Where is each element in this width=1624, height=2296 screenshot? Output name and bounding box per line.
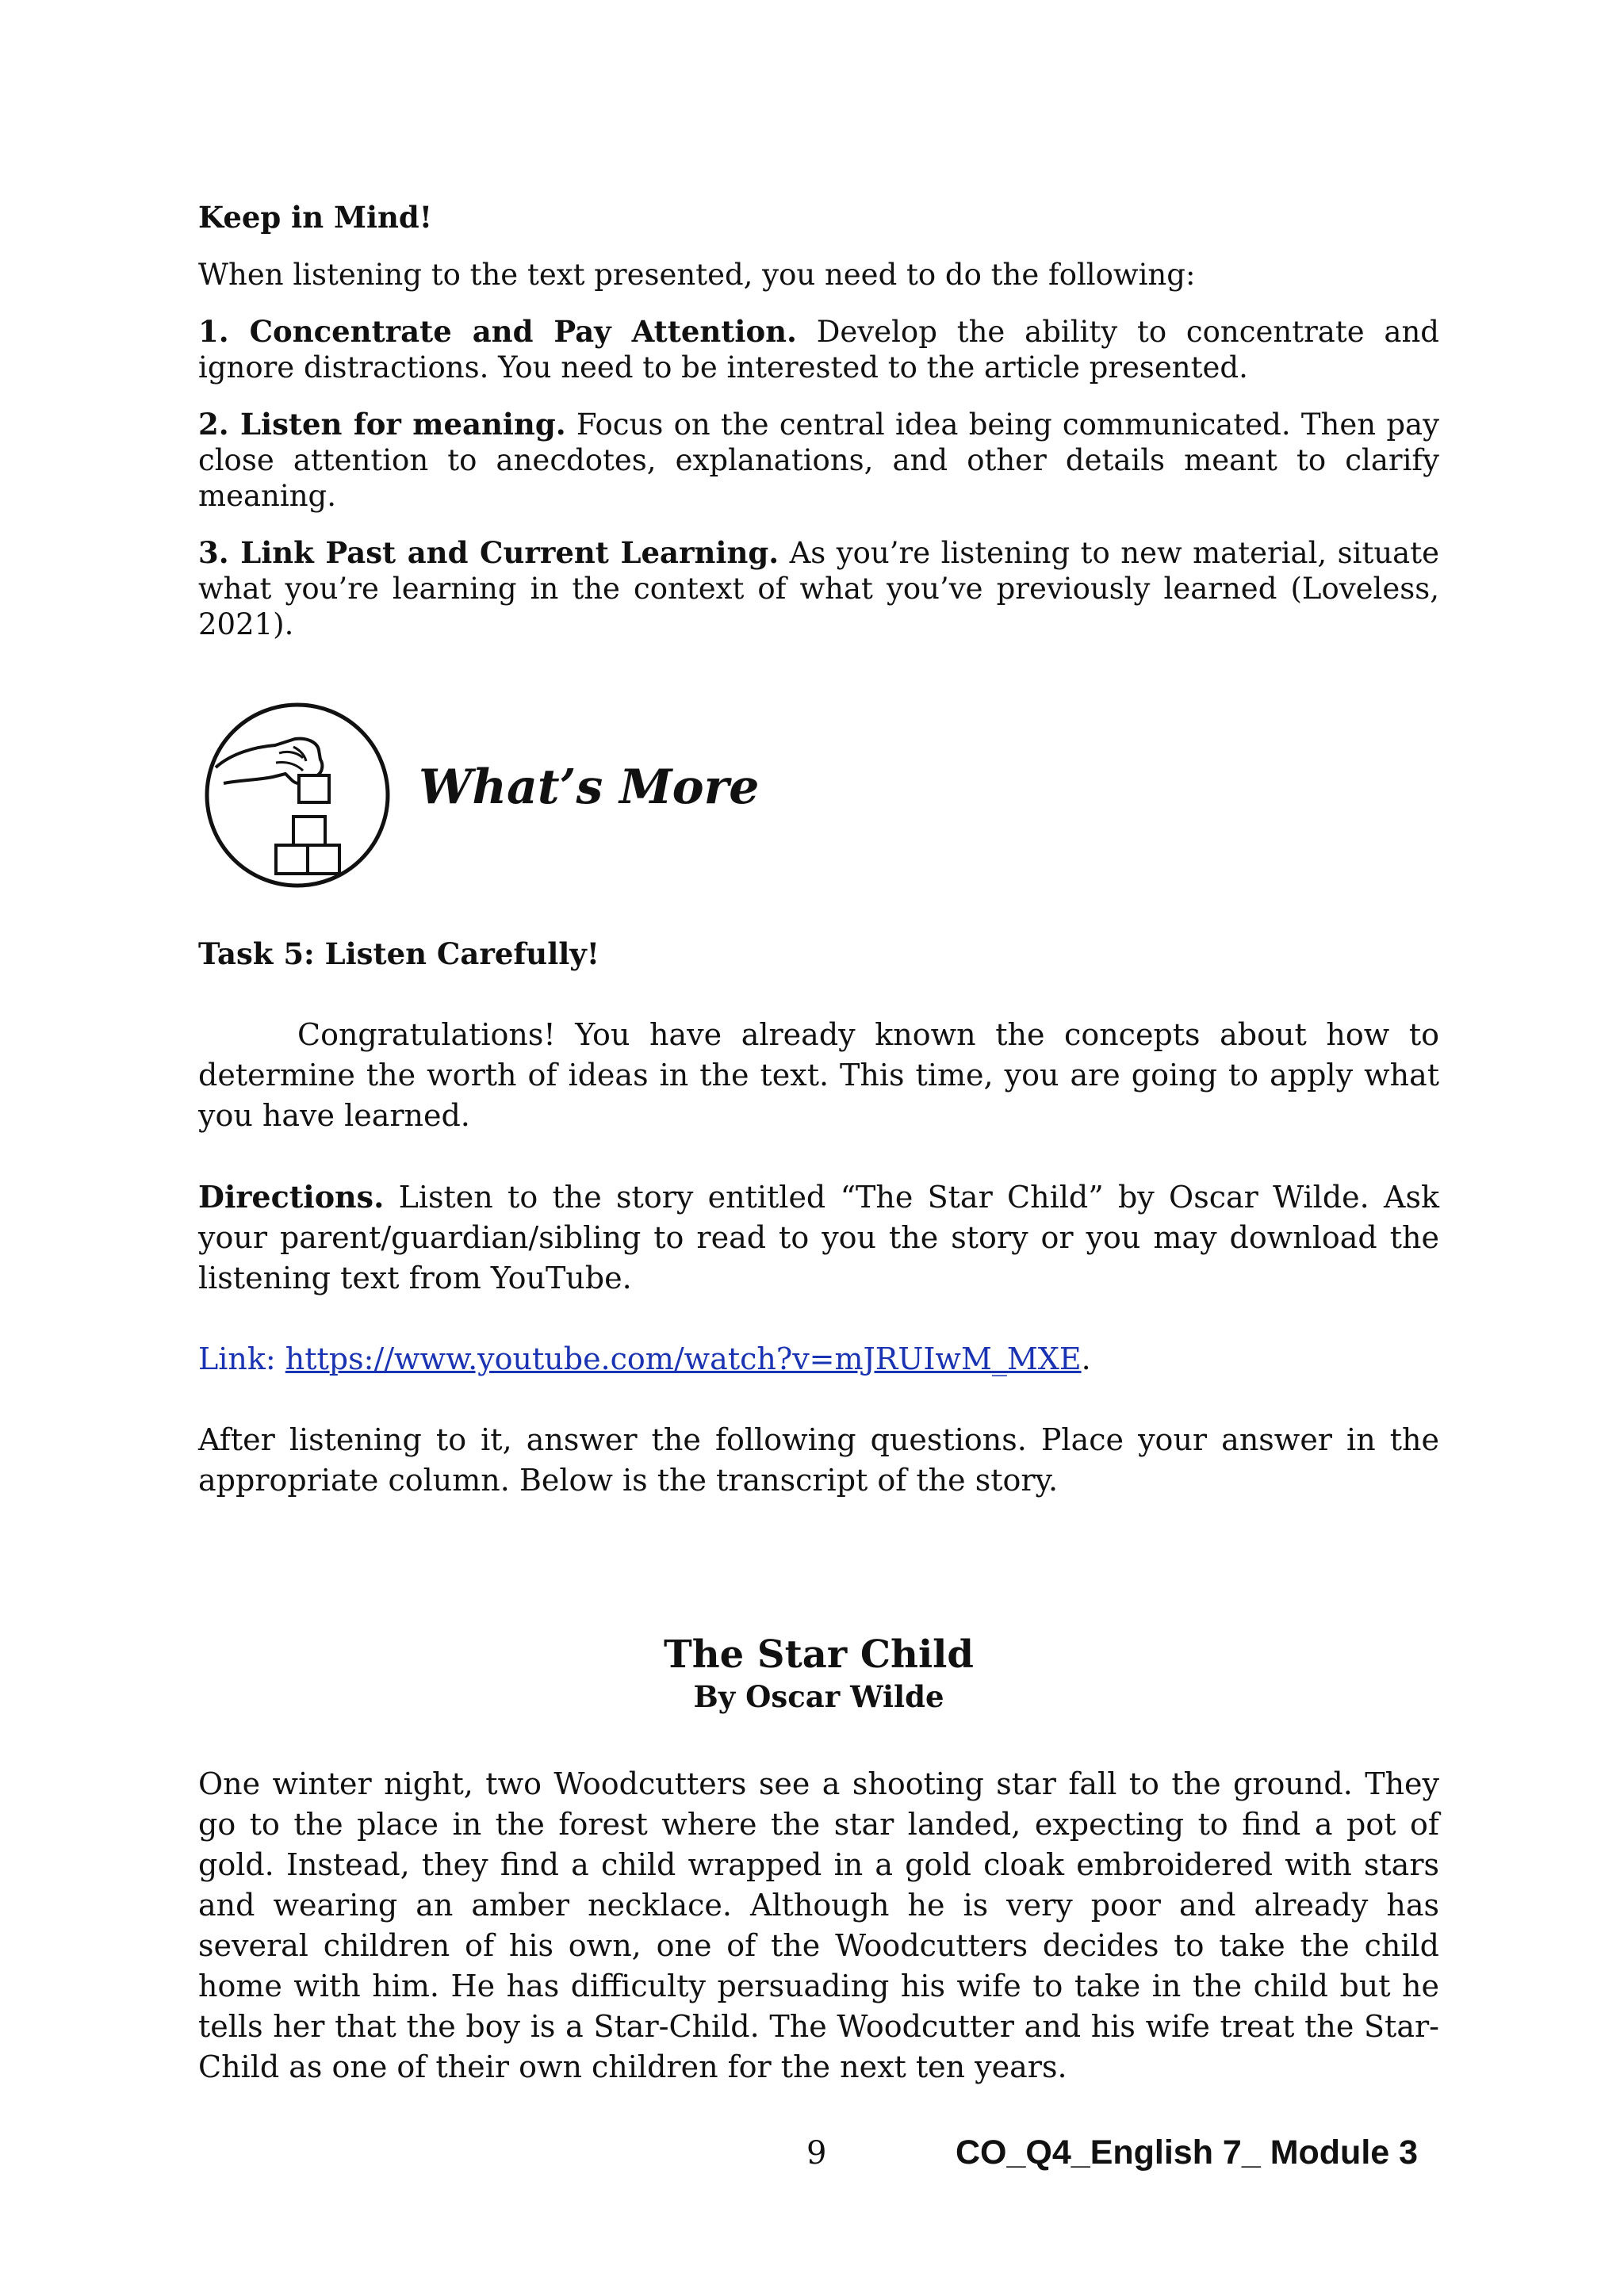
tip-item bbox=[198, 407, 1439, 514]
tip-text: Focus on the central idea being communicated. Then pay close attention to anecdotes, explanations, and other details meant to clarify meaning. bbox=[198, 408, 1439, 513]
task-intro: Congratulations! You have already known the concepts about how to determine the worth of ideas in the text. This time, you are going to apply what you have learned. bbox=[198, 1017, 1439, 1133]
task-after: After listening to it, answer the following questions. Place your answer in the appropriate column. Below is the transcript of the story. bbox=[198, 1422, 1439, 1498]
tip-text: Develop the ability to concentrate and ignore distractions. You need to be interested to the article presented. bbox=[198, 315, 1439, 385]
keep-in-mind-heading: Keep in Mind! bbox=[198, 200, 433, 235]
story-title: The Star Child bbox=[664, 1632, 974, 1677]
directions-label: Directions. bbox=[198, 1179, 385, 1215]
tip-item bbox=[198, 314, 1439, 385]
page-number: 9 bbox=[806, 2135, 827, 2172]
tip-item bbox=[198, 535, 1439, 642]
module-label: CO_Q4_English 7_ Module 3 bbox=[956, 2133, 1419, 2172]
tip-title: 1. Concentrate and Pay Attention. bbox=[198, 314, 797, 349]
story-heading bbox=[198, 1632, 1439, 1716]
story-author: By Oscar Wilde bbox=[693, 1679, 944, 1714]
link-suffix: . bbox=[1081, 1341, 1091, 1376]
whats-more-heading: What’s More bbox=[419, 760, 760, 815]
youtube-link[interactable]: https://www.youtube.com/watch?v=mJRUIwM_MXE bbox=[285, 1341, 1082, 1376]
task-title: Task 5: Listen Carefully! bbox=[198, 936, 600, 971]
tip-title: 3. Link Past and Current Learning. bbox=[198, 535, 779, 570]
story-paragraph: One winter night, two Woodcutters see a shooting star fall to the ground. They go to the place in the forest where the star landed, expecting to find a pot of gold. Instead, they find a child wrapped in a gold cloak embroidered with stars and wearing an amber necklace. Although he is very poor and already has several children of his own, one of the Woodcutters decides to take the child home with him. He has difficulty persuading his wife to take in the child but he tells her that the boy is a Star-Child. The Woodcutter and his wife treat the Star-Child as one of their own children for the next ten years. bbox=[198, 1766, 1439, 2084]
task-directions bbox=[198, 1177, 1439, 1299]
link-label: Link: bbox=[198, 1341, 285, 1376]
directions-text: Listen to the story entitled “The Star Child” by Oscar Wilde. Ask your parent/guardian/sibling to read to you the story or you may download the listening text from YouTube. bbox=[198, 1180, 1439, 1295]
story-body bbox=[198, 1764, 1439, 2087]
link-line bbox=[198, 1339, 1439, 1380]
tip-text: As you’re listening to new material, situate what you’re learning in the context of what you’ve previously learned (Loveless, 2021). bbox=[198, 536, 1439, 641]
keep-in-mind-intro: When listening to the text presented, you need to do the following: bbox=[198, 258, 1196, 292]
hand-stacking-blocks-icon bbox=[200, 698, 395, 893]
tip-title: 2. Listen for meaning. bbox=[198, 407, 566, 442]
task-section bbox=[198, 934, 1439, 1501]
keep-in-mind-section bbox=[198, 200, 1439, 642]
